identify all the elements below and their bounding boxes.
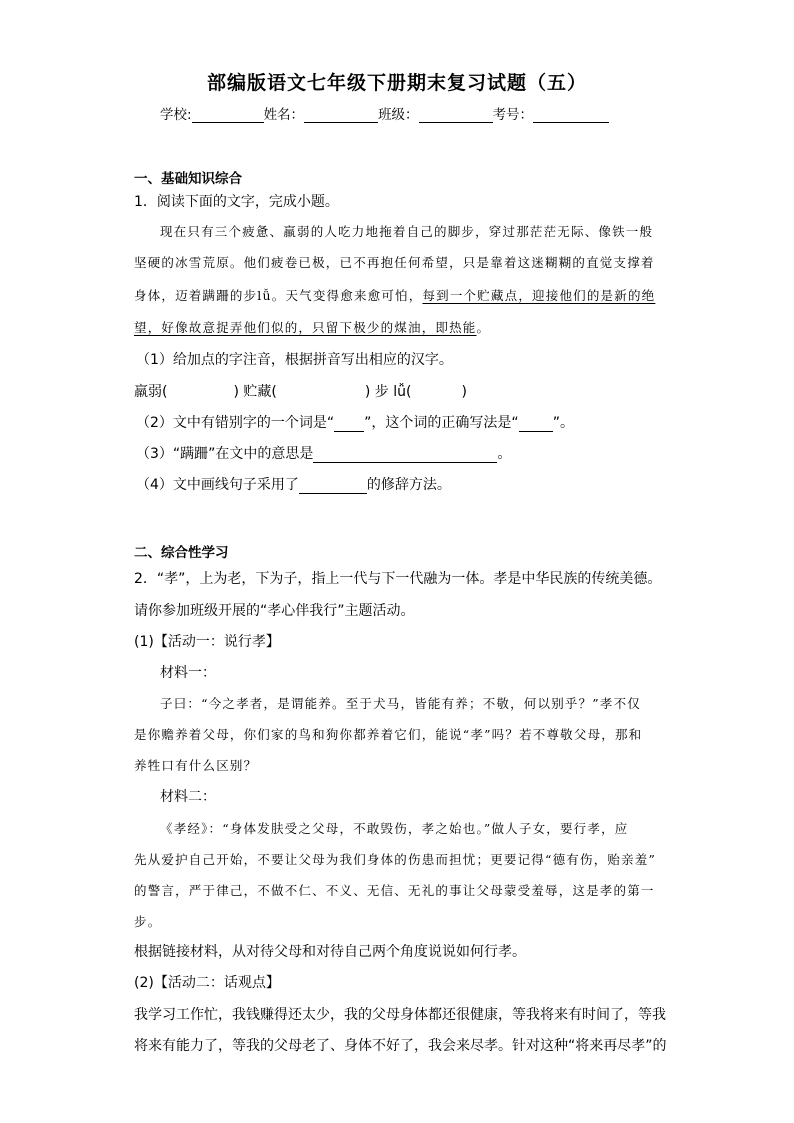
- material-2-line-2: 先从爱护自己开始，不要让父母为我们身体的伤患而担忧；更要记得“德有伤，贻亲羞”: [134, 852, 657, 867]
- material-2-label: 材料二：: [160, 789, 216, 805]
- passage-line-1: 现在只有三个疲惫、羸弱的人吃力地拖着自己的脚步，穿过那茫茫无际、像铁一般: [160, 224, 654, 239]
- pinyin-a-label: 羸弱(: [134, 384, 168, 400]
- passage-line-3: [134, 286, 655, 304]
- passage-line-4: [134, 318, 490, 336]
- activity-2-line-1: 我学习工作忙，我钱赚得还太少，我的父母身体都还很健康，等我将来有时间了，等我: [134, 1007, 666, 1023]
- material-2-line-1: 《孝经》：“身体发肤受之父母，不敢毁伤，孝之始也。”做人子女，要行孝，应: [160, 821, 629, 836]
- name-blank[interactable]: [304, 108, 378, 123]
- sub-question-3-a: （3）“蹒跚”在文中的意思是: [136, 446, 314, 462]
- passage-underlined-1: 每到一个贮藏点，迎接他们的是新的绝: [422, 288, 656, 303]
- task-1-text: 根据链接材料，从对待父母和对待自己两个角度说说如何行孝。: [134, 944, 526, 960]
- question-1-stem: 1．阅读下面的文字，完成小题。: [134, 194, 339, 210]
- activity-2-line-2: 将来有能力了，等我的父母老了、身体不好了，我会来尽孝。针对这种“将来再尽孝”的: [134, 1038, 667, 1054]
- passage-line-3-plain: 身体，迈着蹒跚的步lǚ。天气变得愈来愈可怕，: [134, 288, 423, 303]
- question-2-line-2: 请你参加班级开展的“孝心伴我行”主题活动。: [134, 603, 415, 619]
- school-label: 学校:: [160, 107, 192, 123]
- wrong-word-blank[interactable]: [334, 417, 364, 432]
- activity-1-heading: (1)【活动一：说行孝】: [134, 634, 280, 650]
- pinyin-c-label: 步 lǚ(: [374, 384, 412, 400]
- pinyin-row: [134, 381, 467, 401]
- number-blank[interactable]: [533, 108, 609, 123]
- meaning-blank[interactable]: [313, 448, 497, 463]
- material-2-line-4: 步。: [134, 914, 162, 929]
- material-1-line-1: 子曰：“今之孝者，是谓能养。至于犬马，皆能有养；不敬，何以别乎？”孝不仅: [160, 696, 641, 711]
- correct-word-blank[interactable]: [519, 417, 553, 432]
- passage-end: 。: [476, 320, 491, 335]
- sub-question-2-b: ”，这个词的正确写法是“: [364, 415, 519, 431]
- material-1-line-2: 是你赡养着父母，你们家的鸟和狗你都养着它们，能说“孝”吗？若不尊敬父母，那和: [134, 727, 643, 742]
- sub-question-4-b: 的修辞方法。: [366, 477, 451, 493]
- sub-question-2-c: ”。: [552, 415, 574, 431]
- school-blank[interactable]: [192, 108, 264, 123]
- activity-2-heading: (2)【活动二：话观点】: [134, 975, 280, 991]
- passage-underlined-2: 望，好像故意捉弄他们似的，只留下极少的煤油，即热能: [134, 320, 477, 335]
- rhetoric-blank[interactable]: [299, 479, 367, 494]
- class-label: 班级：: [378, 107, 419, 123]
- sub-question-1: （1）给加点的字注音，根据拼音写出相应的汉字。: [136, 352, 453, 368]
- sub-question-3-b: 。: [497, 446, 512, 462]
- pinyin-c-close: ): [461, 384, 467, 400]
- material-2-line-3: 的警言，严于律己，不做不仁、不义、无信、无礼的事让父母蒙受羞辱，这是孝的第一: [134, 883, 655, 898]
- class-blank[interactable]: [419, 108, 493, 123]
- name-label: 姓名：: [263, 107, 305, 123]
- material-1-label: 材料一：: [160, 665, 216, 681]
- number-label: 考号：: [492, 107, 534, 123]
- sub-question-4: [136, 474, 451, 494]
- passage-line-2: 坚硬的冰雪荒原。他们疲卷已极，已不再抱任何希望，只是靠着这迷糊糊的直觉支撑着: [134, 255, 655, 270]
- sub-question-2: [136, 412, 574, 432]
- material-1-line-3: 养牲口有什么区别？: [134, 758, 258, 773]
- pinyin-b-label: 贮藏(: [243, 384, 277, 400]
- page-title: 部编版语文七年级下册期末复习试题（五）: [206, 72, 587, 94]
- student-info-row: [160, 103, 609, 123]
- sub-question-4-a: （4）文中画线句子采用了: [136, 477, 299, 493]
- section-heading-1: 一、基础知识综合: [134, 171, 242, 187]
- sub-question-2-a: （2）文中有错别字的一个词是“: [136, 415, 335, 431]
- sub-question-3: [136, 443, 511, 463]
- question-2-line-1: 2．“孝”，上为老，下为子，指上一代与下一代融为一体。孝是中华民族的传统美德。: [134, 571, 662, 587]
- pinyin-b-close: ): [364, 384, 371, 400]
- pinyin-a-close: ): [233, 384, 239, 400]
- section-heading-2: 二、综合性学习: [134, 545, 229, 561]
